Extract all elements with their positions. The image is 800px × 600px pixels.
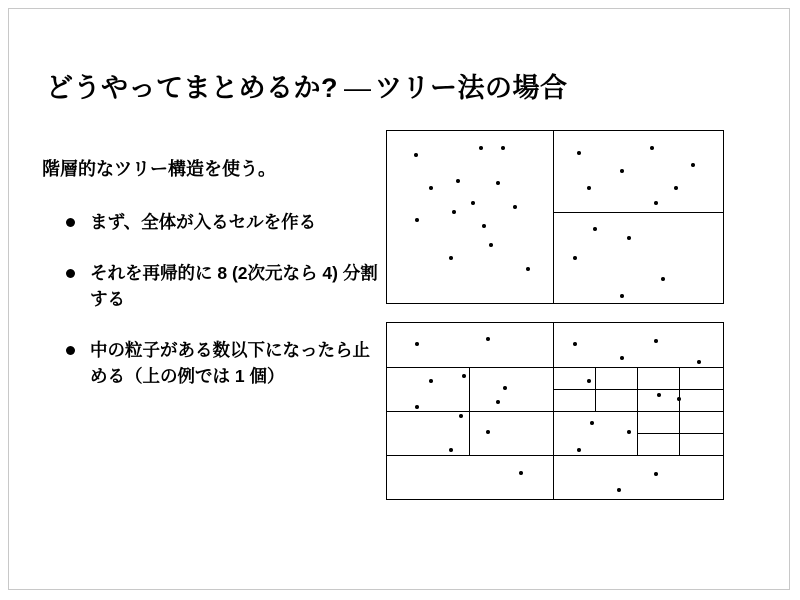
particle-dot [620,294,624,298]
title-sub: ツリー法の場合 [375,73,568,103]
list-item-label: 中の粒子がある数以下になったら止める（上の例では 1 個） [90,340,370,386]
particle-dot [590,421,594,425]
particle-dot [414,153,418,157]
title-dash: — [344,73,369,103]
list-item [62,210,382,235]
particle-dot [429,186,433,190]
particle-dot [459,414,463,418]
particle-dot [513,205,517,209]
particle-dot [674,186,678,190]
particle-dot [587,379,591,383]
particle-dot [677,397,681,401]
particle-dot [526,267,530,271]
cell-divider [553,389,637,390]
particle-dot [654,201,658,205]
figure-tree-cells-coarse [386,130,724,304]
particle-dot [503,386,507,390]
particle-dot [577,448,581,452]
bullet-dot-icon [66,269,75,278]
particle-dot [486,430,490,434]
list-item-label: それを再帰的に 8 (2次元なら 4) 分割する [90,263,378,309]
particle-dot [593,227,597,231]
cell-divider [637,433,723,434]
bullet-dot-icon [66,346,75,355]
particle-dot [496,181,500,185]
particle-dot [501,146,505,150]
particle-dot [627,236,631,240]
particle-dot [627,430,631,434]
list-item-label: まず、全体が入るセルを作る [90,212,317,232]
particle-dot [650,146,654,150]
list-item [62,338,382,389]
cell-divider [553,212,723,213]
particle-dot [573,256,577,260]
figure-tree-cells-refined [386,322,724,500]
particle-dot [489,243,493,247]
particle-dot [449,448,453,452]
particle-dot [519,471,523,475]
bullet-list [62,210,382,415]
cell-divider [469,367,470,455]
page-title [46,66,756,105]
particle-dot [452,210,456,214]
particle-dot [486,337,490,341]
particle-dot [661,277,665,281]
particle-dot [573,342,577,346]
cell-divider [387,367,723,368]
cell-divider [637,367,638,455]
particle-dot [620,356,624,360]
particle-dot [471,201,475,205]
bullet-dot-icon [66,218,75,227]
particle-dot [691,163,695,167]
particle-dot [462,374,466,378]
particle-dot [456,179,460,183]
list-item [62,261,382,312]
particle-dot [429,379,433,383]
particle-dot [415,342,419,346]
particle-dot [449,256,453,260]
particle-dot [587,186,591,190]
particle-dot [415,405,419,409]
particle-dot [617,488,621,492]
particle-dot [496,400,500,404]
particle-dot [577,151,581,155]
lead-text: 階層的なツリー構造を使う。 [42,159,276,179]
cell-divider [553,131,554,303]
particle-dot [657,393,661,397]
particle-dot [697,360,701,364]
particle-dot [415,218,419,222]
title-main: どうやってまとめるか? [46,73,338,103]
particle-dot [620,169,624,173]
cell-divider [387,455,723,456]
particle-dot [479,146,483,150]
particle-dot [482,224,486,228]
particle-dot [654,339,658,343]
particle-dot [654,472,658,476]
cell-divider [637,389,723,390]
cell-divider [387,411,723,412]
